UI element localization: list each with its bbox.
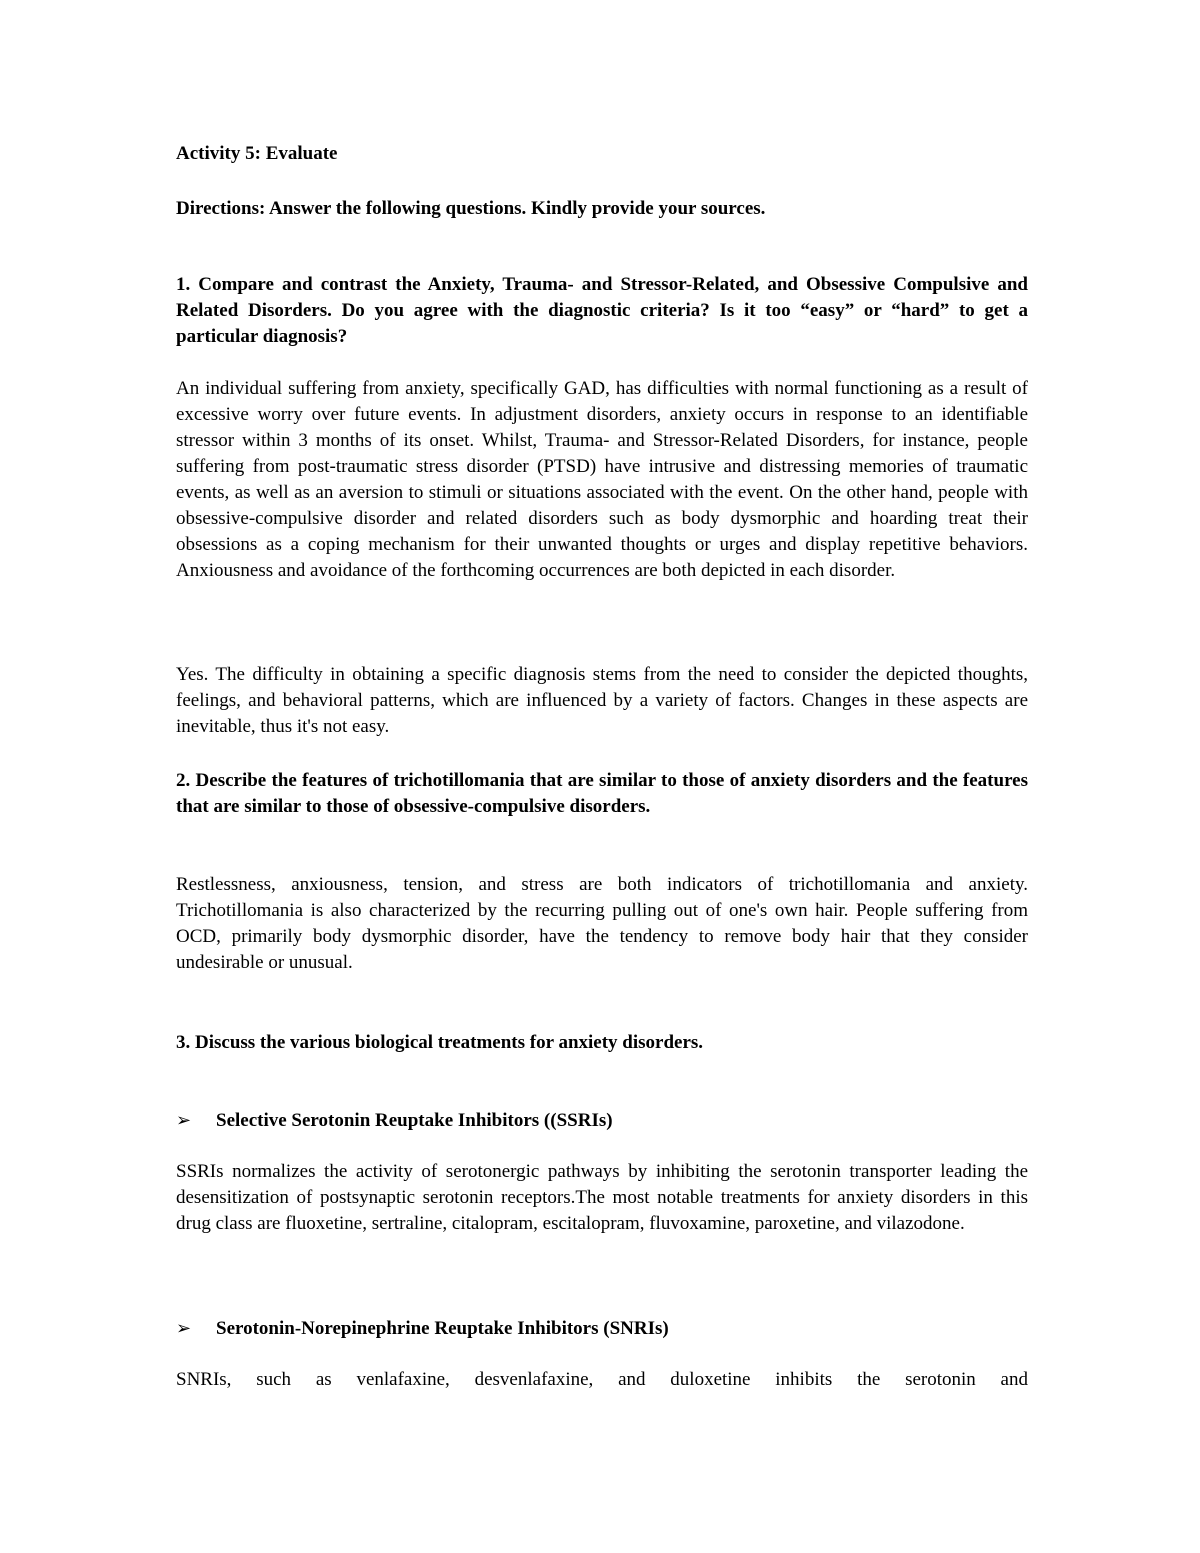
snri-heading	[176, 1316, 1028, 1342]
arrow-bullet-icon: ➢	[176, 1110, 192, 1131]
answer-1-paragraph-1: An individual suffering from anxiety, specifically GAD, has difficulties with normal functioning as a result of excessive worry over future events. In adjustment disorders, anxiety occurs in response to an identifiable stressor within 3 months of its onset. Whilst, Trauma- and Stressor-Related Disorders, for instance, people suffering from post-traumatic stress disorder (PTSD) have intrusive and distressing memories of traumatic events, as well as an aversion to stimuli or situations associated with the event. On the other hand, people with obsessive-compulsive disorder and related disorders such as body dysmorphic and hoarding treat their obsessions as a coping mechanism for their unwanted thoughts or urges and display repetitive behaviors. Anxiousness and avoidance of the forthcoming occurrences are both depicted in each disorder.	[176, 378, 1028, 581]
arrow-bullet-icon: ➢	[176, 1318, 192, 1339]
answer-2: Restlessness, anxiousness, tension, and stress are both indicators of trichotillomania and anxiety. Trichotillomania is also characterized by the recurring pulling out of one's own hair. People suffering from OCD, primarily body dysmorphic disorder, have the tendency to remove body hair that they consider undesirable or unusual.	[176, 874, 1028, 973]
ssri-heading-text: Selective Serotonin Reuptake Inhibitors ((SSRIs)	[216, 1110, 613, 1131]
ssri-heading	[176, 1108, 1028, 1134]
ssri-text: SSRIs normalizes the activity of serotonergic pathways by inhibiting the serotonin transporter leading the desensitization of postsynaptic serotonin receptors.The most notable treatments for anxiety disorders in this drug class are fluoxetine, sertraline, citalopram, escitalopram, fluvoxamine, paroxetine, and vilazodone.	[176, 1161, 1028, 1234]
snri-text: SNRIs, such as venlafaxine, desvenlafaxine, and duloxetine inhibits the serotonin and	[176, 1369, 1028, 1390]
snri-heading-text: Serotonin-Norepinephrine Reuptake Inhibitors (SNRIs)	[216, 1318, 669, 1339]
question-3: 3. Discuss the various biological treatments for anxiety disorders.	[176, 1032, 704, 1053]
directions: Directions: Answer the following questions. Kindly provide your sources.	[176, 198, 766, 219]
activity-title: Activity 5: Evaluate	[176, 143, 338, 164]
question-2: 2. Describe the features of trichotillomania that are similar to those of anxiety disorders and the features that are similar to those of obsessive-compulsive disorders.	[176, 770, 1028, 817]
answer-1-paragraph-2: Yes. The difficulty in obtaining a specific diagnosis stems from the need to consider the depicted thoughts, feelings, and behavioral patterns, which are influenced by a variety of factors. Changes in these aspects are inevitable, thus it's not easy.	[176, 664, 1028, 737]
question-1: 1. Compare and contrast the Anxiety, Trauma- and Stressor-Related, and Obsessive Compulsive and Related Disorders. Do you agree with the diagnostic criteria? Is it too “easy” or “hard” to get a particular diagnosis?	[176, 274, 1028, 347]
